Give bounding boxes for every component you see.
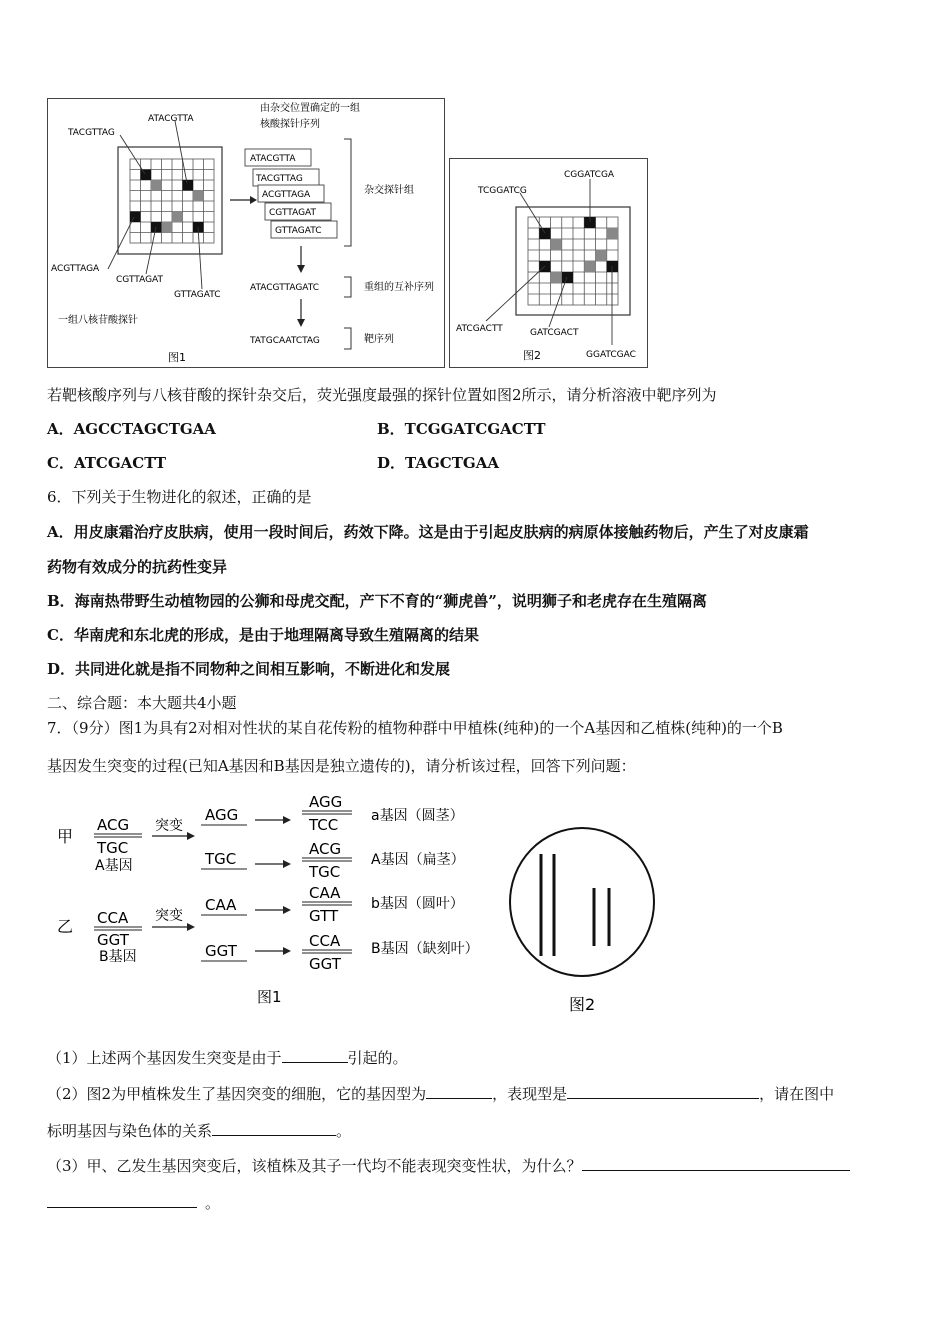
q5-option-c[interactable]: C．ATCGACTT [47, 454, 167, 472]
target-seq: TATGCAATCTAG [250, 336, 320, 346]
q7-sub2-text2: 标明基因与染色体的关系 [47, 1122, 213, 1140]
probe-item: TACGTTAG [256, 174, 303, 184]
probe-label: CGTTAGAT [116, 275, 164, 285]
cell-circle [510, 828, 654, 976]
codon: CAA [205, 896, 237, 914]
q7-sub2-tail: ，请在图中 [759, 1085, 835, 1103]
answer-blank[interactable] [567, 1083, 759, 1099]
codon: CCA [309, 932, 341, 950]
header-line: 由杂交位置确定的一组 [260, 103, 360, 114]
array-frame [118, 147, 222, 254]
codon: ACG [309, 840, 342, 858]
arrow-right-icon [187, 832, 195, 840]
probe-item: GTTAGATC [275, 226, 322, 236]
arrow-right-icon [283, 816, 291, 824]
codon: GGT [309, 955, 341, 973]
codon: ACG [97, 816, 130, 834]
figure-caption: 图1 [257, 988, 282, 1006]
codon: TGC [309, 863, 341, 881]
codon: GGT [97, 931, 129, 949]
codon: CCA [97, 909, 129, 927]
probe-label: TCGGATCG [478, 186, 527, 196]
gene-mutation-figure [47, 784, 667, 1014]
codon: AGG [309, 793, 343, 811]
label-jia: 甲 [57, 827, 74, 846]
q6-option-a[interactable]: A．用皮康霜治疗皮肤病，使用一段时间后，药效下降。这是由于引起皮肤病的病原体接触药物后，产生了对皮康霜 [47, 523, 809, 541]
q5-option-b[interactable]: B．TCGGATCGACTT [377, 420, 546, 438]
q7-sub2-text: （2）图2为甲植株发生了基因突变的细胞，它的基因型为 [47, 1085, 427, 1103]
arrow-right-icon [250, 196, 257, 204]
q7-sub1 [47, 1047, 408, 1068]
answer-blank[interactable] [212, 1120, 336, 1136]
probe-item: ACGTTAGA [262, 190, 311, 200]
probe-label: GTTAGATC [174, 290, 221, 300]
codon: TGC [205, 850, 237, 868]
target-label: 靶序列 [364, 334, 394, 345]
q5-option-a[interactable]: A．AGCCTAGCTGAA [47, 420, 216, 438]
answer-blank[interactable] [426, 1083, 492, 1099]
figure-2-probe-array [449, 158, 648, 368]
allele-label: b基因（圆叶） [371, 896, 464, 912]
q7-sub2-cont [47, 1120, 351, 1141]
arrow-right-icon [187, 923, 195, 931]
probe-label: CGGATCGA [564, 170, 615, 180]
recomb-seq: ATACGTTAGATC [250, 283, 320, 293]
probe-label: ATCGACTT [456, 324, 503, 334]
figure-caption: 图2 [523, 349, 541, 362]
probe-label: GGATCGAC [586, 350, 636, 360]
q7-sub3-text: （3）甲、乙发生基因突变后，该植株及其子一代均不能表现突变性状，为什么？ [47, 1157, 582, 1175]
q7-stem-line1: 7．（9分）图1为具有2对相对性状的某自花传粉的植物种群中甲植株(纯种)的一个A基因和乙植株(纯种)的一个B [47, 719, 783, 737]
q6-option-d[interactable]: D．共同进化就是指不同物种之间相互影响，不断进化和发展 [47, 660, 451, 678]
figure-caption: 图2 [569, 995, 596, 1014]
figure-caption: 图1 [168, 351, 186, 364]
probe-label: GATCGACT [530, 328, 579, 338]
q7-sub2 [47, 1083, 834, 1104]
q7-sub3 [47, 1155, 850, 1176]
codon: AGG [205, 806, 239, 824]
q6-option-b[interactable]: B．海南热带野生动植物园的公狮和母虎交配，产下不育的“狮虎兽”，说明狮子和老虎存在生殖隔离 [47, 592, 707, 610]
label-yi: 乙 [57, 917, 74, 936]
gene-name: B基因 [99, 949, 137, 965]
codon: GTT [309, 907, 339, 925]
allele-label: B基因（缺刻叶） [371, 941, 479, 957]
allele-label: A基因（扁茎） [371, 852, 465, 868]
codon: TCC [309, 816, 339, 834]
arrow-right-icon [283, 906, 291, 914]
answer-blank[interactable] [582, 1155, 850, 1171]
q5-stem: 若靶核酸序列与八核苷酸的探针杂交后，荧光强度最强的探针位置如图2所示，请分析溶液中靶序列为 [47, 386, 717, 404]
arrow-right-icon [283, 947, 291, 955]
q7-sub3-cont [47, 1192, 220, 1213]
group-label: 杂交探针组 [364, 185, 414, 196]
probe-label: TACGTTAG [68, 128, 115, 138]
q7-sub3-period: 。 [205, 1194, 221, 1212]
q7-sub2-period: 。 [336, 1122, 352, 1140]
q7-stem-line2: 基因发生突变的过程(已知A基因和B基因是独立遗传的)，请分析该过程，回答下列问题： [47, 757, 636, 775]
figure-1-probe-array [47, 98, 445, 368]
array-label: 一组八核苷酸探针 [58, 315, 138, 326]
recomb-label: 重组的互补序列 [364, 282, 434, 293]
probe-item: CGTTAGAT [269, 208, 317, 218]
mutation-label: 突变 [155, 818, 183, 834]
probe-label: ATACGTTA [148, 114, 194, 124]
allele-label: a基因（圆茎） [371, 808, 464, 824]
codon: TGC [97, 839, 129, 857]
arrow-down-icon [297, 319, 305, 327]
q6-stem: 6．下列关于生物进化的叙述，正确的是 [47, 488, 312, 506]
codon: CAA [309, 884, 341, 902]
q6-option-c[interactable]: C．华南虎和东北虎的形成，是由于地理隔离导致生殖隔离的结果 [47, 626, 479, 644]
gene-name: A基因 [95, 858, 133, 874]
q6-option-a-cont: 药物有效成分的抗药性变异 [47, 558, 228, 576]
q5-option-d[interactable]: D．TAGCTGAA [377, 454, 499, 472]
arrow-right-icon [283, 860, 291, 868]
probe-item: ATACGTTA [250, 154, 296, 164]
q7-sub1-text: （1）上述两个基因发生突变是由于 [47, 1049, 282, 1067]
codon: GGT [205, 942, 237, 960]
mutation-label: 突变 [155, 908, 183, 924]
answer-blank[interactable] [47, 1192, 197, 1208]
q7-sub1-tail: 引起的。 [347, 1049, 408, 1067]
q7-sub2-mid: ，表现型是 [492, 1085, 568, 1103]
answer-blank[interactable] [282, 1047, 348, 1063]
leader-lines [108, 121, 202, 289]
section-heading: 二、综合题：本大题共4小题 [47, 694, 237, 712]
probe-label: ACGTTAGA [51, 264, 100, 274]
arrow-down-icon [297, 265, 305, 273]
header-line: 核酸探针序列 [260, 119, 320, 130]
